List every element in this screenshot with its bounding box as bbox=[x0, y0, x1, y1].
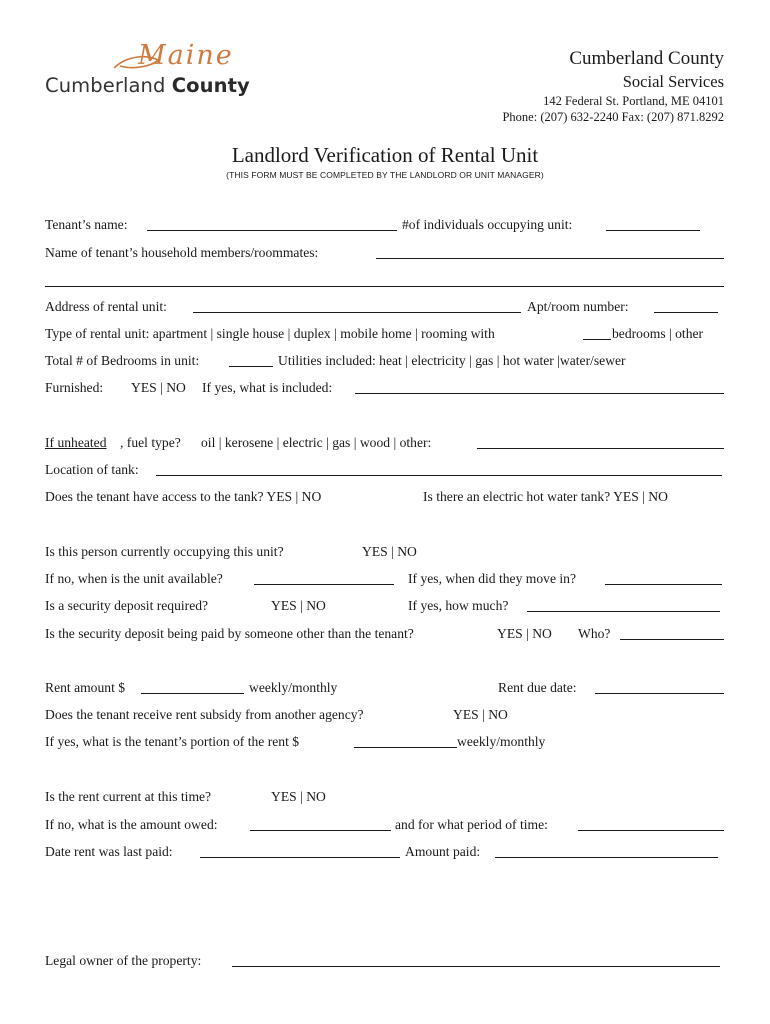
org-contact: Phone: (207) 632-2240 Fax: (207) 871.8292 bbox=[502, 110, 724, 124]
last-paid-label: Date rent was last paid: bbox=[45, 844, 173, 859]
portion-frequency[interactable]: weekly/monthly bbox=[457, 734, 546, 749]
apt-field[interactable] bbox=[654, 312, 718, 313]
logo-name-regular: Cumberland bbox=[45, 74, 172, 97]
deposit-amount-label: If yes, how much? bbox=[408, 598, 509, 613]
who-field[interactable] bbox=[620, 639, 724, 640]
available-label: If no, when is the unit available? bbox=[45, 571, 223, 586]
row-tenant-portion bbox=[45, 733, 725, 753]
deposit-options[interactable]: YES | NO bbox=[271, 598, 326, 613]
hot-water-tank-question[interactable]: Is there an electric hot water tank? YES | NO bbox=[423, 489, 668, 504]
last-paid-field[interactable] bbox=[200, 857, 400, 858]
furnished-label: Furnished: bbox=[45, 380, 104, 395]
subsidy-options[interactable]: YES | NO bbox=[453, 707, 508, 722]
portion-field[interactable] bbox=[354, 747, 457, 748]
owner-label: Legal owner of the property: bbox=[45, 953, 202, 968]
unit-type-label: Type of rental unit: apartment | single house | duplex | mobile home | rooming with bbox=[45, 326, 495, 341]
rent-due-field[interactable] bbox=[595, 693, 724, 694]
period-field[interactable] bbox=[578, 830, 724, 831]
tenant-name-field[interactable] bbox=[147, 230, 397, 231]
logo-name-bold: County bbox=[171, 74, 250, 97]
occupying-label: Is this person currently occupying this unit? bbox=[45, 544, 284, 559]
period-label: and for what period of time: bbox=[395, 817, 548, 832]
row-last-paid bbox=[45, 843, 725, 863]
row-household bbox=[45, 244, 725, 264]
rent-amount-field[interactable] bbox=[141, 693, 244, 694]
furnished-options[interactable]: YES | NO bbox=[131, 380, 186, 395]
rooming-bedrooms-field[interactable] bbox=[583, 339, 611, 340]
row-deposit bbox=[45, 597, 725, 617]
rent-frequency[interactable]: weekly/monthly bbox=[249, 680, 338, 695]
who-label: Who? bbox=[578, 626, 611, 641]
row-bedrooms bbox=[45, 352, 725, 372]
amount-paid-field[interactable] bbox=[495, 857, 718, 858]
address-field[interactable] bbox=[193, 312, 521, 313]
amount-paid-label: Amount paid: bbox=[405, 844, 481, 859]
rent-amount-label: Rent amount $ bbox=[45, 680, 126, 695]
row-occupying bbox=[45, 543, 725, 563]
deposit-paid-label: Is the security deposit being paid by someone other than the tenant? bbox=[45, 626, 414, 641]
unheated-label: If unheated bbox=[45, 435, 107, 450]
apt-label: Apt/room number: bbox=[527, 299, 629, 314]
logo bbox=[45, 74, 250, 97]
furnished-included-field[interactable] bbox=[355, 393, 724, 394]
move-in-field[interactable] bbox=[605, 584, 722, 585]
deposit-paid-options[interactable]: YES | NO bbox=[497, 626, 552, 641]
tank-location-field[interactable] bbox=[156, 475, 722, 476]
form-title: Landlord Verification of Rental Unit bbox=[231, 143, 539, 167]
utilities-label: Utilities included: heat | electricity | gas | hot water |water/sewer bbox=[278, 353, 626, 368]
owed-field[interactable] bbox=[250, 830, 391, 831]
fuel-options[interactable]: oil | kerosene | electric | gas | wood | other: bbox=[201, 435, 432, 450]
household-field[interactable] bbox=[376, 258, 724, 259]
row-household-continued bbox=[45, 272, 725, 292]
row-amount-owed bbox=[45, 816, 725, 836]
available-field[interactable] bbox=[254, 584, 394, 585]
portion-label: If yes, what is the tenant’s portion of the rent $ bbox=[45, 734, 300, 749]
tenant-name-label: Tenant’s name: bbox=[45, 217, 128, 232]
row-furnished bbox=[45, 379, 725, 399]
occupying-options[interactable]: YES | NO bbox=[362, 544, 417, 559]
tank-access-question[interactable]: Does the tenant have access to the tank? YES | NO bbox=[45, 489, 322, 504]
form-subtitle: (THIS FORM MUST BE COMPLETED BY THE LANDLORD OR UNIT MANAGER) bbox=[226, 170, 544, 180]
unit-type-suffix: bedrooms | other bbox=[612, 326, 704, 341]
household-label: Name of tenant’s household members/roommates: bbox=[45, 245, 319, 260]
current-label: Is the rent current at this time? bbox=[45, 789, 212, 804]
tank-location-label: Location of tank: bbox=[45, 462, 139, 477]
rent-due-label: Rent due date: bbox=[498, 680, 577, 695]
current-options[interactable]: YES | NO bbox=[271, 789, 326, 804]
org-address: 142 Federal St. Portland, ME 04101 bbox=[543, 94, 724, 108]
org-department: Social Services bbox=[622, 72, 724, 91]
org-name: Cumberland County bbox=[569, 48, 724, 69]
logo-swoosh-icon bbox=[112, 52, 172, 74]
individuals-field[interactable] bbox=[606, 230, 700, 231]
fuel-label: , fuel type? bbox=[120, 435, 181, 450]
row-rent-amount bbox=[45, 679, 725, 699]
owed-label: If no, what is the amount owed: bbox=[45, 817, 218, 832]
deposit-amount-field[interactable] bbox=[527, 611, 720, 612]
household-field-line-2[interactable] bbox=[45, 286, 724, 287]
move-in-label: If yes, when did they move in? bbox=[408, 571, 576, 586]
furnished-included-label: If yes, what is included: bbox=[202, 380, 333, 395]
row-fuel-type bbox=[45, 434, 725, 454]
row-tank-access bbox=[45, 488, 725, 508]
row-address bbox=[45, 298, 725, 318]
address-label: Address of rental unit: bbox=[45, 299, 167, 314]
owner-field[interactable] bbox=[232, 966, 720, 967]
fuel-other-field[interactable] bbox=[477, 448, 724, 449]
row-deposit-paid bbox=[45, 625, 725, 645]
individuals-label: #of individuals occupying unit: bbox=[402, 217, 573, 232]
bedrooms-field[interactable] bbox=[229, 366, 273, 367]
row-tank-location bbox=[45, 461, 725, 481]
row-subsidy bbox=[45, 706, 725, 726]
row-tenant-name bbox=[45, 216, 725, 236]
row-legal-owner bbox=[45, 952, 725, 972]
row-availability bbox=[45, 570, 725, 590]
row-unit-type bbox=[45, 325, 725, 345]
deposit-label: Is a security deposit required? bbox=[45, 598, 209, 613]
logo-script-text: Maine bbox=[138, 40, 234, 71]
subsidy-label: Does the tenant receive rent subsidy from another agency? bbox=[45, 707, 364, 722]
row-rent-current bbox=[45, 788, 725, 808]
bedrooms-label: Total # of Bedrooms in unit: bbox=[45, 353, 200, 368]
